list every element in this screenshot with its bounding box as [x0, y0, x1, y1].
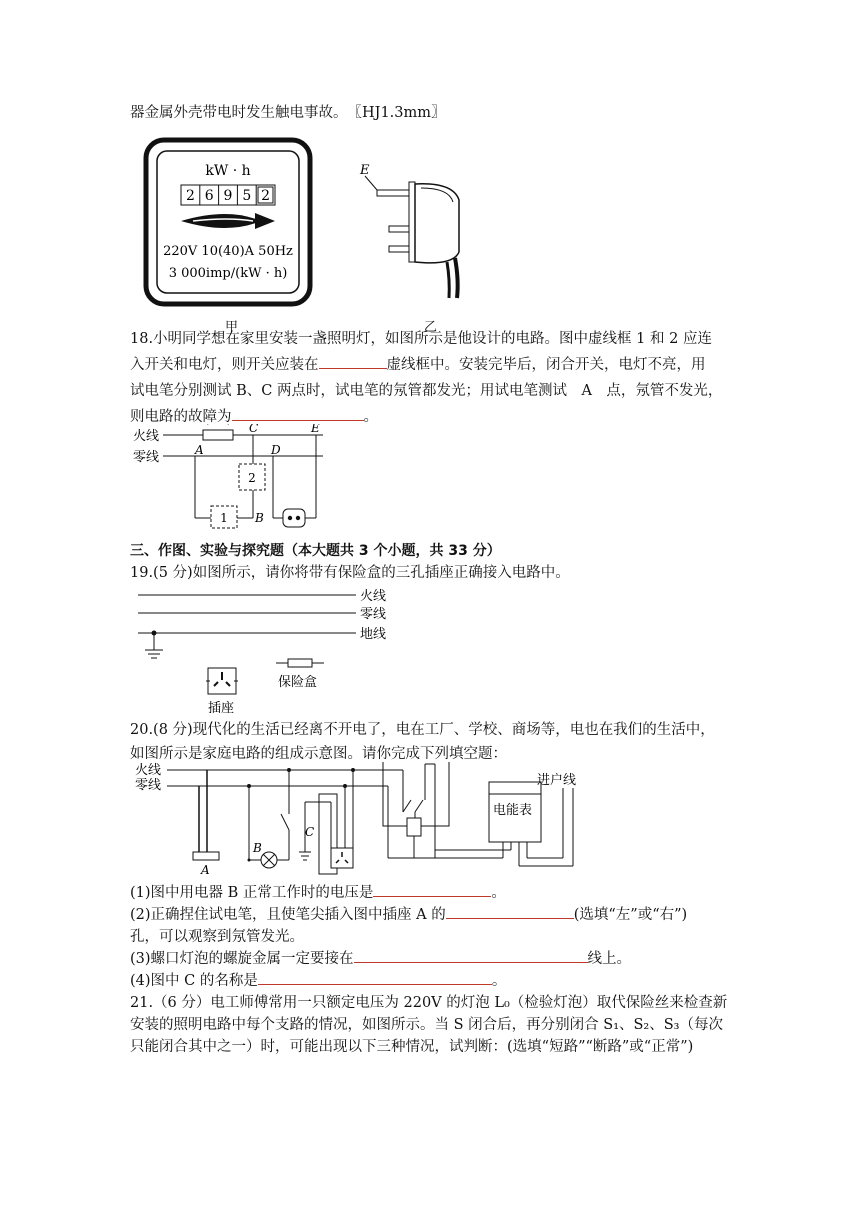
svg-text:E: E	[311, 424, 320, 435]
svg-text:2: 2	[248, 471, 256, 485]
svg-text:A: A	[195, 443, 204, 457]
q18-line-3: 试电笔分别测试 B、C 两点时，试电笔的氖管都发光；用试电笔测试 A 点，氖管不发光，	[130, 383, 723, 399]
q21-line-1: 21.（6 分）电工师傅常用一只额定电压为 220V 的灯泡 L₀（检验灯泡）取代保险丝来检查新	[130, 995, 728, 1011]
q20-s2-cont: 孔，可以观察到氖管发光。	[130, 929, 304, 945]
q18-line-1: 18.小明同学想在家里安装一盏照明灯，如图所示是他设计的电路。图中虚线框 1 和 2 应连	[130, 331, 712, 347]
q20-s3: (3)螺口灯泡的螺旋金属一定要接在 线上。	[130, 946, 735, 972]
q20-socket-c	[331, 848, 353, 868]
q19-neutral-label: 零线	[360, 607, 387, 622]
q19-circuit-figure	[138, 584, 398, 716]
q19-socket-label: 插座	[208, 701, 235, 716]
svg-text:1: 1	[220, 511, 228, 525]
svg-text:A: A	[201, 863, 210, 877]
q18-socket	[283, 509, 305, 527]
q20-fuse	[407, 818, 421, 836]
q19-fuse-icon	[276, 659, 324, 667]
energy-meter-figure	[143, 137, 313, 307]
svg-text:D: D	[271, 443, 281, 457]
q19-live-label: 火线	[360, 589, 387, 604]
svg-text:C: C	[249, 424, 259, 435]
meter-digit: 2	[261, 188, 271, 204]
q18-line-2: 入开关和电灯，则开关应装在 虚线框中。安装完毕后，闭合开关，电灯不亮，用	[130, 352, 735, 378]
svg-text:B: B	[255, 511, 264, 525]
answer-blank[interactable]	[258, 968, 492, 985]
q21-line-3: 只能闭合其中之一）时，可能出现以下三种情况，试判断：(选填“短路”“断路”或“正常”)	[130, 1039, 694, 1055]
figure-label-yi: 乙	[424, 320, 438, 335]
intro-line: 器金属外壳带电时发生触电事故。 〖HJ1.3mm〗	[130, 105, 446, 121]
meter-unit: kW · h	[205, 163, 251, 179]
q18-fuse	[203, 430, 233, 440]
q20-household-circuit-figure	[133, 762, 593, 878]
answer-blank[interactable]	[373, 880, 491, 897]
plug-tag-e: E	[360, 163, 370, 178]
q20-live-label: 火线	[135, 763, 162, 778]
figure-label-jia: 甲	[225, 320, 239, 335]
svg-text:C: C	[305, 825, 315, 839]
q19-text: 19.(5 分)如图所示，请你将带有保险盒的三孔插座正确接入电路中。	[130, 565, 570, 581]
meter-digit: 9	[223, 188, 233, 204]
q21-line-2: 安装的照明电路中每个支路的情况，如图所示。当 S 闭合后，再分别闭合 S₁、S₂、S₃（每次	[130, 1017, 723, 1033]
svg-text:电能表: 电能表	[493, 803, 533, 818]
q19-socket-icon	[206, 668, 238, 694]
meter-spec-2: 3 000imp/(kW · h)	[168, 266, 288, 281]
q20-socket-a	[193, 852, 219, 860]
q18-circuit-figure	[133, 424, 333, 532]
q18-neutral-label: 零线	[133, 450, 160, 465]
answer-blank[interactable]	[354, 946, 588, 963]
answer-blank[interactable]	[446, 902, 574, 919]
q20-incoming-label: 进户线	[537, 773, 577, 788]
q20-s1: (1)图中用电器 B 正常工作时的电压是 。	[130, 880, 735, 906]
meter-digit: 6	[204, 188, 214, 204]
q20-s2: (2)正确捏住试电笔，且使笔尖插入图中插座 A 的 (选填“左”或“右”)	[130, 902, 735, 928]
q18-line-4: 则电路的故障为 。	[130, 404, 735, 430]
q19-fuse-label: 保险盒	[278, 675, 318, 690]
svg-text:B: B	[253, 841, 262, 855]
q20-line-1: 20.(8 分)现代化的生活已经离不开电了，电在工厂、学校、商场等，电也在我们的生活中，	[130, 722, 715, 738]
meter-spec-1: 220V 10(40)A 50Hz	[163, 244, 293, 259]
meter-digit: 2	[185, 188, 195, 204]
section-3-heading: 三、作图、实验与探究题（本大题共 3 个小题，共 33 分）	[130, 543, 501, 559]
q20-line-2: 如图所示是家庭电路的组成示意图。请你完成下列填空题：	[130, 746, 507, 762]
plug-figure	[355, 160, 485, 300]
q18-live-label: 火线	[133, 429, 160, 444]
q19-ground-label: 地线	[360, 627, 387, 642]
answer-blank[interactable]	[232, 404, 364, 421]
q20-s4: (4)图中 C 的名称是 。	[130, 968, 735, 994]
q20-neutral-label: 零线	[135, 778, 162, 793]
meter-digit: 5	[242, 188, 252, 204]
answer-blank[interactable]	[319, 352, 387, 369]
